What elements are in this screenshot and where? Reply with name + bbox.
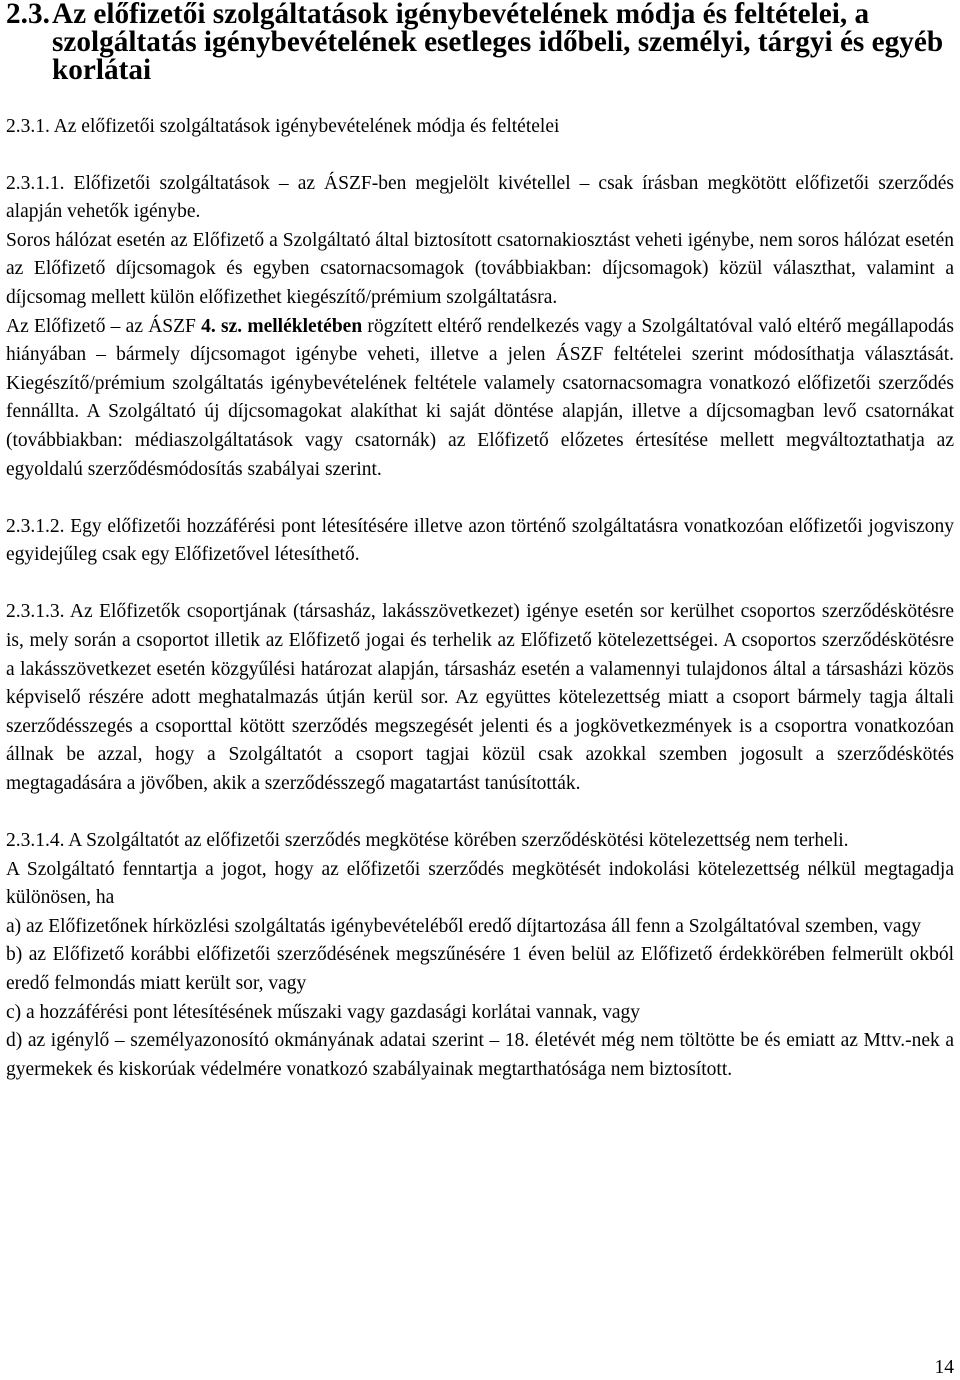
- spacer: [6, 570, 954, 599]
- document-page: [6, 0, 954, 1084]
- paragraph-2-3-1-4: 2.3.1.4. A Szolgáltatót az előfizetői szerződés megkötése körében szerződéskötési kötelezettség nem terheli.: [6, 829, 849, 851]
- spacer: [6, 84, 954, 113]
- paragraph-díjcsomag: [6, 313, 954, 485]
- list-item-d: d) az igénylő – személyazonosító okmányának adatai szerint – 18. életévét még nem töltötte be és emiatt az Mttv.-nek a gyermekek és kiskorúak védelmére vonatkozó szabályainak megtarthatósága nem biztosított.: [6, 1030, 954, 1080]
- paragraph-2-3-1-2: 2.3.1.2. Egy előfizetői hozzáférési pont létesítésére illetve azon történő szolgáltatásra vonatkozóan előfizetői jogviszony egyidejűleg csak egy Előfizetővel létesíthető.: [6, 515, 954, 566]
- annex-reference: 4. sz. mellékletében: [201, 315, 363, 337]
- paragraph-fenntartja: A Szolgáltató fenntartja a jogot, hogy az előfizetői szerződés megkötését indokolási kötelezettség nélkül megtagadja különösen, ha: [6, 858, 954, 909]
- paragraph-2-3-1-3: 2.3.1.3. Az Előfizetők csoportjának (társasház, lakásszövetkezet) igénye esetén sor kerülhet csoportos szerződéskötésre is, mely során a csoportot illetik az Előfizető jogai és terhelik az Előfizető kötelezettségei. A csoportos szerződéskötésre a lakásszövetkezet esetén közgyűlési határozat alapján, társasház esetén a valamennyi tulajdonos által a társasházi közös képviselő részére adott meghatalmazás útján kerül sor. Az együttes kötelezettség miatt a csoport bármely tagja általi szerződésszegés a csoporttal kötött szerződés megszegését jelenti és a jogkövetkezmények is a csoportra vonatkozóan állnak be azzal, hogy a Szolgáltatót a csoport tagjai közül csak azokkal szemben jogosult a szerződéskötés megtagadására a jövőben, akik a szerződésszegő magatartást tanúsították.: [6, 601, 954, 794]
- section-heading: [6, 0, 954, 84]
- section-number: 2.3.: [6, 0, 50, 30]
- page-number: 14: [934, 1357, 954, 1378]
- text-run: Az Előfizető – az ÁSZF: [6, 315, 202, 337]
- spacer: [6, 141, 954, 170]
- subsection-number: 2.3.1.: [6, 115, 50, 137]
- spacer: [6, 798, 954, 827]
- list-item-a: a) az Előfizetőnek hírközlési szolgáltatás igénybevételéből eredő díjtartozása áll fenn a Szolgáltatóval szemben, vagy: [6, 915, 922, 937]
- paragraph-hálózat: Soros hálózat esetén az Előfizető a Szolgáltató által biztosított csatornakiosztást veheti igénybe, nem soros hálózat esetén az Előfizető díjcsomagok és egyben csatornacsomagok (továbbiakban: díjcsomagok) közül választhat, valamint a díjcsomag mellett külön előfizethet kiegészítő/prémium szolgáltatásra.: [6, 229, 954, 308]
- paragraph-2-3-1-1: 2.3.1.1. Előfizetői szolgáltatások – az ÁSZF-ben megjelölt kivétellel – csak írásban megkötött előfizetői szerződés alapján vehetők igénybe.: [6, 172, 954, 223]
- spacer: [6, 484, 954, 513]
- subsection-heading: [6, 113, 954, 142]
- list-item-b: b) az Előfizető korábbi előfizetői szerződésének megszűnésére 1 éven belül az Előfizető érdekkörében felmerült okból eredő felmondás miatt került sor, vagy: [6, 944, 954, 994]
- section-title: Az előfizetői szolgáltatások igénybevételének módja és feltételei, a szolgáltatás igénybevételének esetleges időbeli, személyi, tárgyi és egyéb korlátai: [52, 0, 944, 86]
- list-item-c: c) a hozzáférési pont létesítésének műszaki vagy gazdasági korlátai vannak, vagy: [6, 1001, 641, 1023]
- text-run: rögzített eltérő rendelkezés vagy a Szolgáltatóval való eltérő megállapodás hiányában – bármely díjcsomagot igénybe veheti, illetve a jelen ÁSZF feltételei szerint módosíthatja választását. Kiegészítő/prémium szolgáltatás igénybevételének feltétele valamely csatornacsomagra vonatkozó előfizetői szerződés fennállta. A Szolgáltató új díjcsomagokat alakíthat ki saját döntése alapján, illetve a díjcsomagban levő csatornákat (továbbiakban: médiaszolgáltatások vagy csatornák) az Előfizető előzetes értesítése mellett megváltoztathatja az egyoldalú szerződésmódosítás szabályai szerint.: [6, 315, 954, 480]
- subsection-title: Az előfizetői szolgáltatások igénybevételének módja és feltételei: [53, 115, 560, 137]
